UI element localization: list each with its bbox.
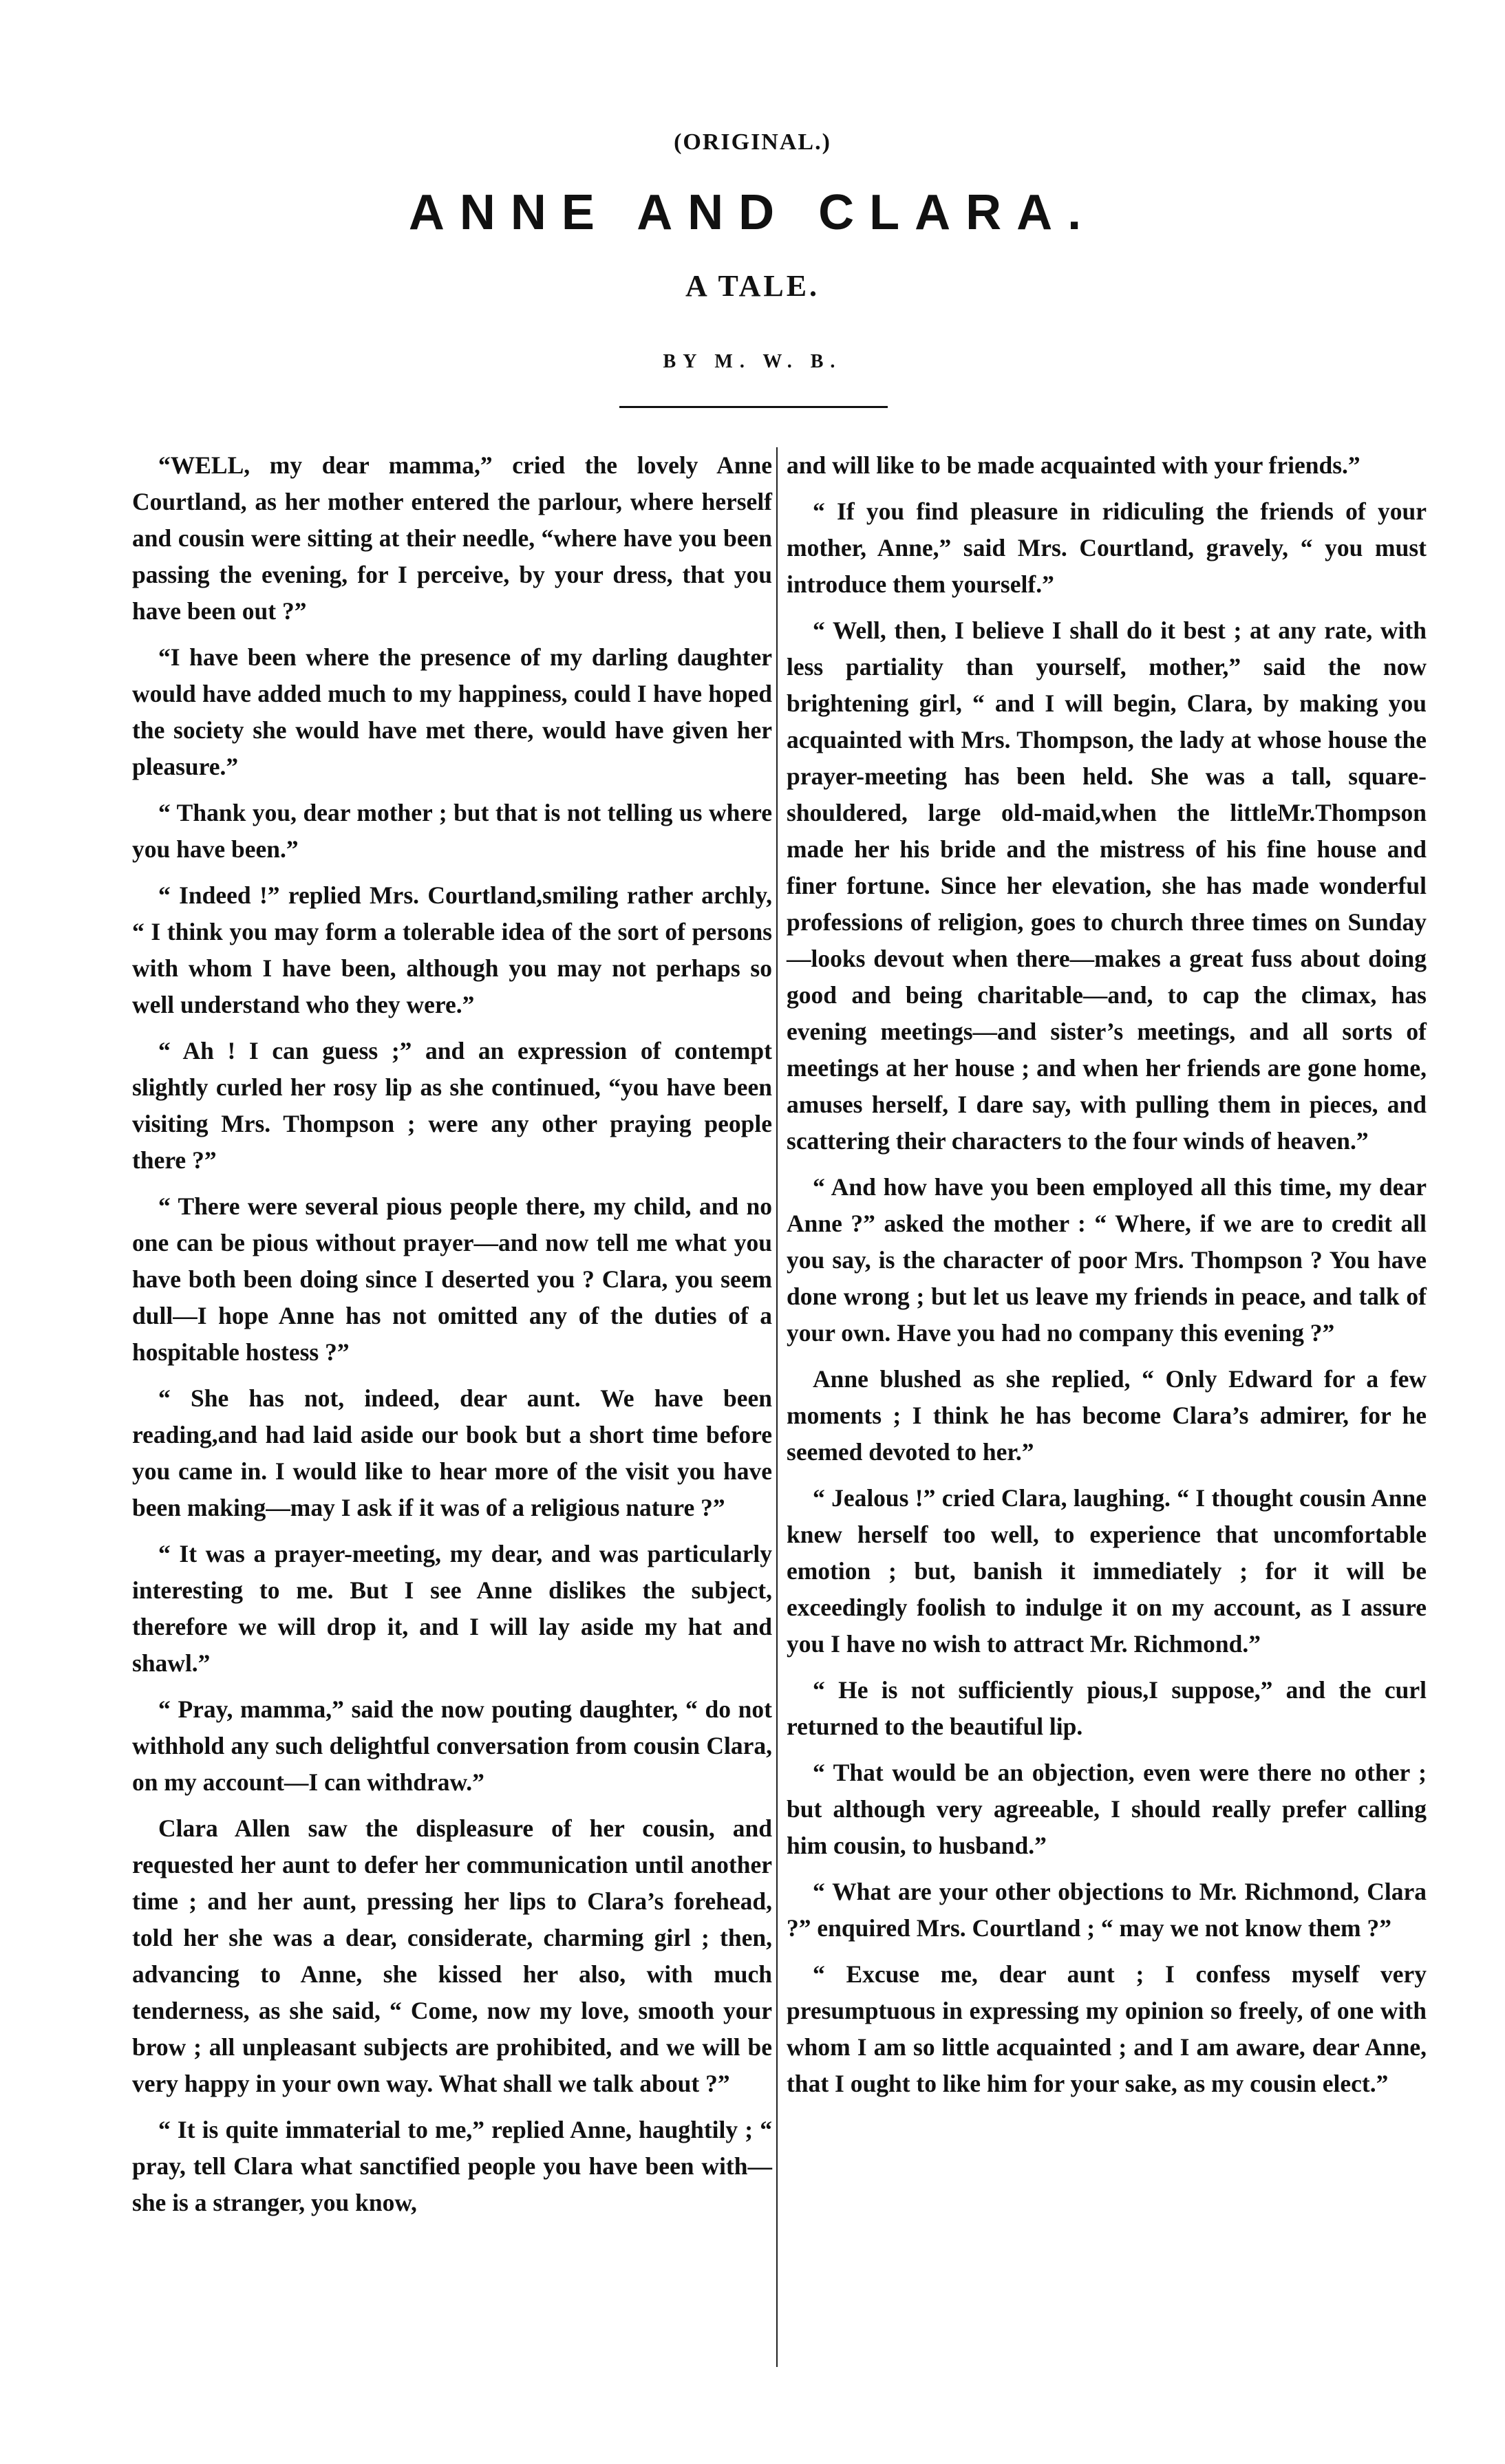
paragraph: “ Excuse me, dear aunt ; I confess myself very presumptuous in expressing my opinion so freely, of one with whom I am so little acquainted ; and I am aware, dear Anne, that I ought to like him for your sake, as my cousin elect.” [787,1960,1427,2097]
right-column [787,447,1427,2112]
paragraph: “ Indeed !” replied Mrs. Courtland,smiling rather archly, “ I think you may form a tolerable idea of the sort of persons with whom I have been, although you may not perhaps so well understand who they were.” [132,881,772,1018]
section-label: (ORIGINAL.) [674,129,831,155]
paragraph: “ If you find pleasure in ridiculing the friends of your mother, Anne,” said Mrs. Courtland, gravely, “ you must introduce them yourself.” [787,497,1427,598]
paragraph: “WELL, my dear mamma,” cried the lovely Anne Courtland, as her mother entered the parlour, where herself and cousin were sitting at their needle, “where have you been passing the evening, for I perceive, by your dress, that you have been out ?” [132,451,772,625]
paragraph: “ Jealous !” cried Clara, laughing. “ I thought cousin Anne knew herself too well, to experience that uncomfortable emotion ; but, banish it immediately ; for it will be exceedingly foolish to indulge it on my account, as I assure you I have no wish to attract Mr. Richmond.” [787,1484,1427,1658]
paragraph: “I have been where the presence of my darling daughter would have added much to my happiness, could I have hoped the society she would have met there, would have given her pleasure.” [132,643,772,780]
left-column [132,447,772,2231]
story-subtitle: A TALE. [685,269,820,303]
paragraph: “ That would be an objection, even were there no other ; but although very agreeable, I should really prefer calling him cousin, to husband.” [787,1759,1427,1859]
paragraph: “ Pray, mamma,” said the now pouting daughter, “ do not withhold any such delightful conversation from cousin Clara, on my account—I can withdraw.” [132,1695,772,1796]
author-byline: BY M. W. B. [663,351,842,372]
paragraph: “ It was a prayer-meeting, my dear, and was particularly interesting to me. But I see Anne dislikes the subject, therefore we will drop it, and I will lay aside my hat and shawl.” [132,1540,772,1677]
paragraph: “ Well, then, I believe I shall do it best ; at any rate, with less partiality than yourself, mother,” said the now brightening girl, “ and I will begin, Clara, by making you acquainted with Mrs. Thompson, the lady at whose house the prayer-meeting has been held. She was a tall, square-shouldered, large old-maid,when the littleMr.Thompson made her his bride and the mistress of his fine house and finer fortune. Since her elevation, she has made wonderful professions of religion, goes to church three times on Sunday—looks devout when there—makes a great fuss about doing good and being charitable—and, to cap the climax, has evening meetings—and sister’s meetings, and all sorts of meetings at her house ; and when her friends are gone home, amuses herself, I dare say, with pulling them in pieces, and scattering their characters to the four winds of heaven.” [787,617,1427,1155]
paragraph-continued: and will like to be made acquainted with your friends.” [787,451,1360,479]
paragraph: Clara Allen saw the displeasure of her cousin, and requested her aunt to defer her communication until another time ; and her aunt, pressing her lips to Clara’s forehead, told her she was a dear, considerate, charming girl ; then, advancing to Anne, she kissed her also, with much tenderness, as she said, “ Come, now my love, smooth your brow ; all unpleasant subjects are prohibited, and we will be very happy in your own way. What shall we talk about ?” [132,1814,772,2097]
paragraph: “ There were several pious people there, my child, and no one can be pious without prayer—and now tell me what you have both been doing since I deserted you ? Clara, you seem dull—I hope Anne has not omitted any of the duties of a hospitable hostess ?” [132,1192,772,1366]
paragraph: Anne blushed as she replied, “ Only Edward for a few moments ; I think he has become Clara’s admirer, for he seemed devoted to her.” [787,1365,1427,1466]
paragraph: “ It is quite immaterial to me,” replied Anne, haughtily ; “ pray, tell Clara what sanctified people you have been with—she is a stranger, you know, [132,2116,772,2216]
paragraph: “ Ah ! I can guess ;” and an expression of contempt slightly curled her rosy lip as she continued, “you have been visiting Mrs. Thompson ; were any other praying people there ?” [132,1037,772,1174]
column-divider [776,447,778,2367]
paragraph: “ He is not sufficiently pious,I suppose,” and the curl returned to the beautiful lip. [787,1676,1427,1740]
paragraph: “ And how have you been employed all this time, my dear Anne ?” asked the mother : “ Where, if we are to credit all you say, is the character of poor Mrs. Thompson ? You have done wrong ; but let us leave my friends in peace, and talk of your own. Have you had no company this evening ?” [787,1173,1427,1347]
story-title: ANNE AND CLARA. [408,185,1097,240]
paragraph: “ Thank you, dear mother ; but that is not telling us where you have been.” [132,799,772,863]
title-rule [619,406,888,408]
paragraph: “ What are your other objections to Mr. Richmond, Clara ?” enquired Mrs. Courtland ; “ may we not know them ?” [787,1878,1427,1942]
paragraph: “ She has not, indeed, dear aunt. We have been reading,and had laid aside our book but a short time before you came in. I would like to hear more of the visit you have been making—may I ask if it was of a religious nature ?” [132,1384,772,1521]
